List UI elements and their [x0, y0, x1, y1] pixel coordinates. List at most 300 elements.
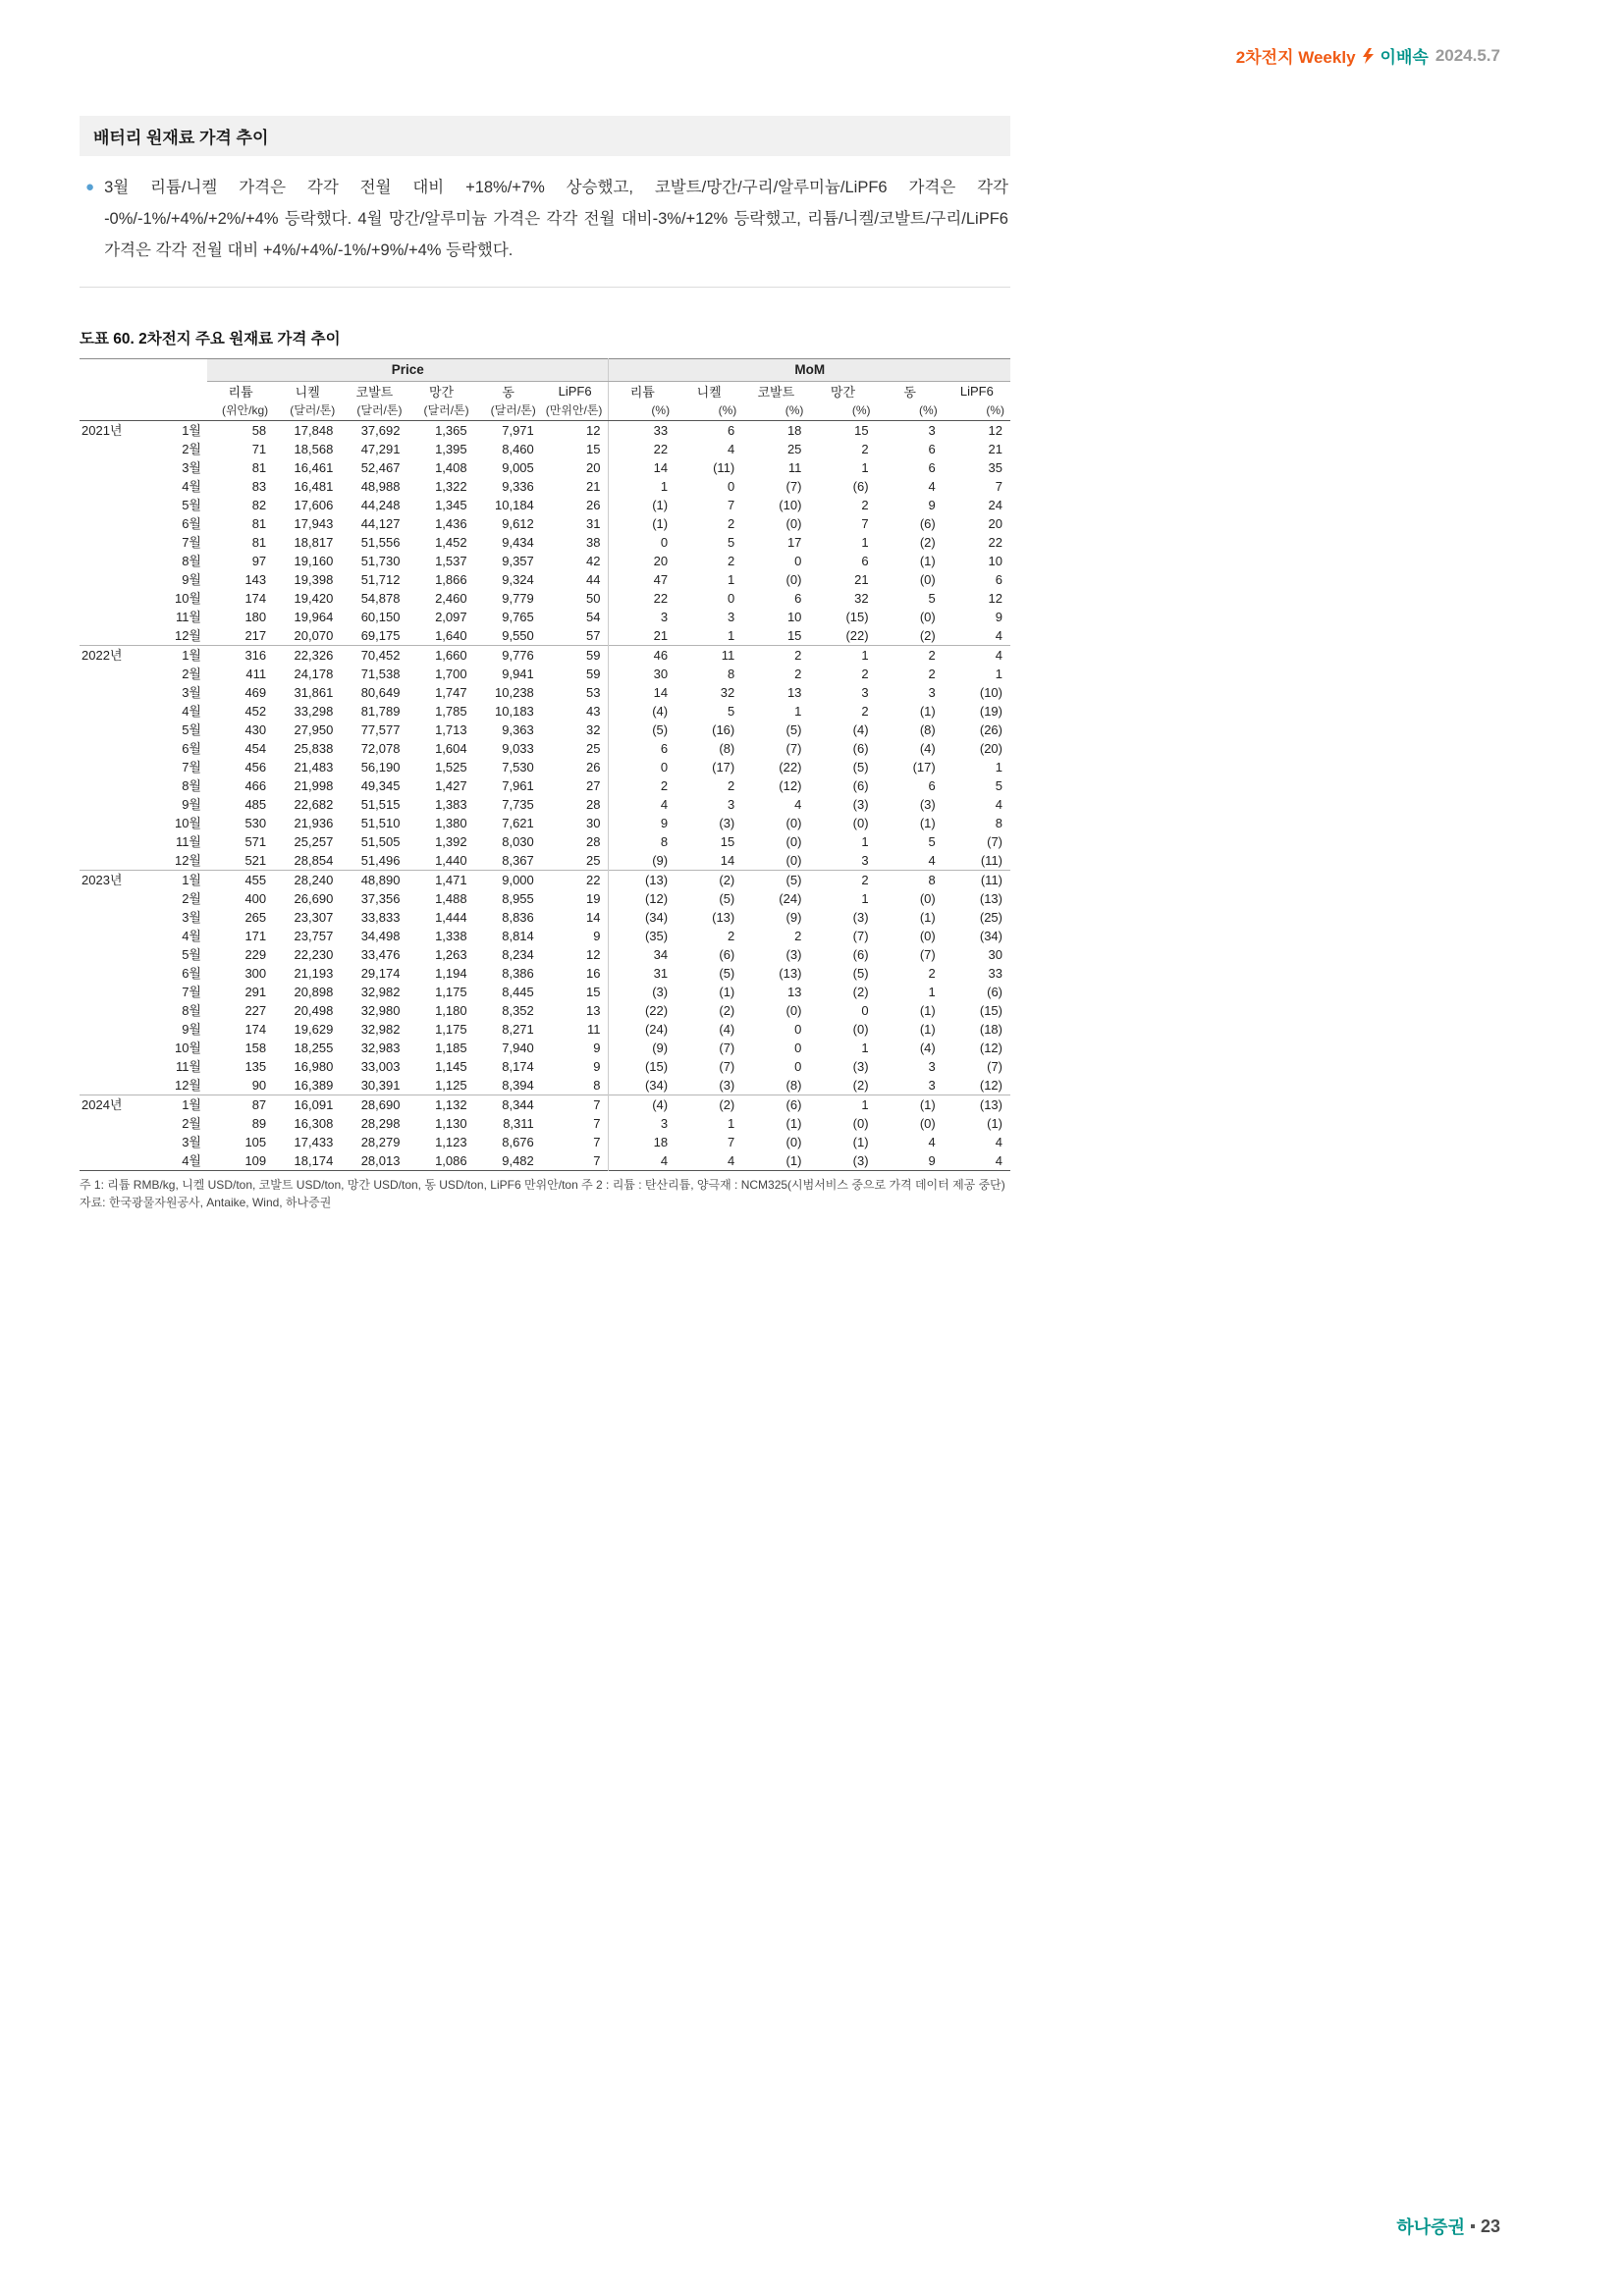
year-label	[80, 721, 150, 739]
value-cell: (0)	[785, 833, 802, 849]
value-cell: (13)	[779, 965, 802, 981]
value-cell: 31	[609, 964, 676, 983]
value-cell: (8)	[719, 740, 735, 756]
value-cell: 17,606	[294, 497, 334, 512]
table-row	[80, 702, 1010, 721]
value-cell: 174	[244, 1021, 267, 1037]
month-label: 7월	[182, 759, 201, 774]
value-cell: 4	[728, 441, 735, 456]
value-cell: 6	[928, 459, 936, 475]
value-cell: (0)	[852, 1115, 869, 1131]
value-cell: (20)	[979, 740, 1002, 756]
value-cell: (1)	[919, 1021, 936, 1037]
value-cell: 7,971	[502, 422, 534, 438]
value-cell: (7)	[785, 740, 802, 756]
year-label	[80, 1133, 150, 1151]
value-cell: 9	[995, 609, 1002, 624]
month-label: 1월	[182, 422, 201, 438]
value-cell: 1,380	[435, 815, 467, 830]
value-cell: 33,298	[294, 703, 334, 719]
year-label	[80, 683, 150, 702]
value-cell: 26	[585, 497, 601, 512]
value-cell: 23,757	[294, 928, 334, 943]
value-cell: 2	[794, 928, 802, 943]
value-cell: 33	[609, 420, 676, 440]
value-cell: (34)	[979, 928, 1002, 943]
value-cell: 11	[676, 645, 742, 665]
value-cell: (4)	[919, 740, 936, 756]
value-cell: 469	[244, 684, 267, 700]
value-cell: 20,898	[294, 984, 334, 999]
column-header: 코발트	[355, 384, 394, 400]
year-label	[80, 908, 150, 927]
value-cell: (3)	[852, 1152, 869, 1168]
value-cell: (1)	[719, 984, 735, 999]
value-cell: 14	[609, 458, 676, 477]
value-cell: 1,713	[435, 721, 467, 737]
table-row	[80, 570, 1010, 589]
summary-block	[80, 172, 1010, 288]
value-cell: 12	[988, 422, 1002, 438]
value-cell: 1,383	[435, 796, 467, 812]
value-cell: 9	[609, 814, 676, 832]
value-cell: 1,471	[407, 870, 474, 889]
year-label	[80, 964, 150, 983]
value-cell: 7	[593, 1134, 601, 1149]
value-cell: 71	[251, 441, 267, 456]
value-cell: 400	[244, 890, 267, 906]
month-label: 9월	[182, 1021, 201, 1037]
value-cell: (0)	[852, 815, 869, 830]
value-cell: (15)	[609, 1057, 676, 1076]
year-label	[80, 983, 150, 1001]
value-cell: 6	[861, 553, 869, 568]
value-cell: 9,005	[502, 459, 534, 475]
value-cell: 9,336	[502, 478, 534, 494]
value-cell: 10,238	[495, 684, 534, 700]
value-cell: 1	[995, 666, 1002, 681]
value-cell: 3	[928, 1058, 936, 1074]
value-cell: (3)	[609, 983, 676, 1001]
table-row	[80, 589, 1010, 608]
value-cell: 19,398	[294, 571, 334, 587]
value-cell: 13	[786, 684, 802, 700]
value-cell: 32,980	[360, 1002, 401, 1018]
value-cell: (7)	[919, 946, 936, 962]
value-cell: 1	[861, 459, 869, 475]
value-cell: (0)	[919, 609, 936, 624]
value-cell: 7	[728, 497, 735, 512]
value-cell: (12)	[979, 1040, 1002, 1055]
value-cell: (3)	[852, 909, 869, 925]
value-cell: (6)	[852, 478, 869, 494]
value-cell: 1,180	[435, 1002, 467, 1018]
table-row	[80, 626, 1010, 646]
month-label: 8월	[182, 553, 201, 568]
value-cell: 15	[854, 422, 869, 438]
value-cell: 4	[928, 852, 936, 868]
table-row	[80, 1039, 1010, 1057]
value-cell: 1,488	[435, 890, 467, 906]
value-cell: 20,498	[294, 1002, 334, 1018]
value-cell: 4	[609, 1151, 676, 1171]
value-cell: 2	[809, 870, 876, 889]
month-label: 6월	[182, 965, 201, 981]
value-cell: (22)	[779, 759, 802, 774]
value-cell: 25	[585, 740, 601, 756]
year-label	[80, 496, 150, 514]
value-cell: 0	[728, 478, 735, 494]
value-cell: 1,747	[435, 684, 467, 700]
value-cell: (18)	[979, 1021, 1002, 1037]
value-cell: (7)	[852, 928, 869, 943]
value-cell: (5)	[719, 965, 735, 981]
value-cell: 1	[809, 1095, 876, 1114]
value-cell: 14	[609, 683, 676, 702]
value-cell: (1)	[785, 1115, 802, 1131]
value-cell: 46	[609, 645, 676, 665]
value-cell: 34,498	[360, 928, 401, 943]
unit-header: (만위안/톤)	[542, 400, 609, 420]
value-cell: 229	[244, 946, 267, 962]
value-cell: 28,240	[274, 870, 341, 889]
value-cell: 19,420	[294, 590, 334, 606]
value-cell: 9,434	[502, 534, 534, 550]
value-cell: 4	[995, 796, 1002, 812]
table-row	[80, 477, 1010, 496]
table-row	[80, 721, 1010, 739]
value-cell: 1,408	[435, 459, 467, 475]
value-cell: 47	[609, 570, 676, 589]
table-row	[80, 496, 1010, 514]
year-label	[80, 570, 150, 589]
value-cell: (0)	[919, 928, 936, 943]
value-cell: 8	[728, 666, 735, 681]
value-cell: 43	[585, 703, 601, 719]
value-cell: 1,785	[435, 703, 467, 719]
value-cell: 265	[244, 909, 267, 925]
value-cell: 454	[244, 740, 267, 756]
month-label: 3월	[182, 684, 201, 700]
value-cell: 15	[585, 984, 601, 999]
value-cell: 57	[585, 627, 601, 643]
month-label: 2월	[182, 441, 201, 456]
value-cell: 1,345	[435, 497, 467, 512]
value-cell: 1,436	[435, 515, 467, 531]
value-cell: 21	[854, 571, 869, 587]
value-cell: 105	[244, 1134, 267, 1149]
report-date: 2024.5.7	[1435, 45, 1500, 65]
value-cell: 10	[786, 609, 802, 624]
month-label: 10월	[174, 1040, 201, 1055]
value-cell: (2)	[719, 1002, 735, 1018]
value-cell: (24)	[609, 1020, 676, 1039]
value-cell: (19)	[979, 703, 1002, 719]
year-label	[80, 552, 150, 570]
year-label	[80, 945, 150, 964]
value-cell: 3	[728, 796, 735, 812]
year-label	[80, 1001, 150, 1020]
value-cell: (9)	[609, 851, 676, 871]
value-cell: (17)	[712, 759, 735, 774]
month-label: 5월	[182, 497, 201, 512]
value-cell: 300	[244, 965, 267, 981]
value-cell: 5	[728, 534, 735, 550]
value-cell: 8,386	[502, 965, 534, 981]
value-cell: 18	[786, 422, 802, 438]
value-cell: 3	[861, 684, 869, 700]
value-cell: 4	[995, 627, 1002, 643]
value-cell: 9	[593, 1058, 601, 1074]
value-cell: 1	[794, 703, 802, 719]
value-cell: 8,394	[502, 1077, 534, 1093]
year-label: 2024년	[80, 1095, 150, 1114]
month-label: 4월	[182, 703, 201, 719]
value-cell: 4	[609, 795, 676, 814]
unit-header: (%)	[609, 400, 676, 420]
value-cell: 10	[988, 553, 1002, 568]
value-cell: 69,175	[360, 627, 401, 643]
value-cell: 59	[585, 666, 601, 681]
value-cell: 174	[244, 590, 267, 606]
month-label: 1월	[150, 1095, 207, 1114]
value-cell: (3)	[852, 1058, 869, 1074]
table-column-names-row	[80, 381, 1010, 400]
year-label	[80, 1020, 150, 1039]
footer-separator-dot	[1471, 2224, 1475, 2228]
value-cell: 3	[609, 1114, 676, 1133]
value-cell: 32	[585, 721, 601, 737]
value-cell: 20	[585, 459, 601, 475]
value-cell: 1,395	[435, 441, 467, 456]
value-cell: 2	[928, 666, 936, 681]
table-row	[80, 1057, 1010, 1076]
value-cell: 50	[585, 590, 601, 606]
table-row	[80, 1001, 1010, 1020]
table-row	[80, 758, 1010, 776]
value-cell: 8,174	[502, 1058, 534, 1074]
value-cell: 1,175	[435, 1021, 467, 1037]
column-header: 망간	[830, 384, 856, 400]
value-cell: 20	[609, 552, 676, 570]
unit-header: (달러/톤)	[407, 400, 474, 420]
value-cell: 1	[861, 890, 869, 906]
table-row	[80, 832, 1010, 851]
year-label	[80, 477, 150, 496]
value-cell: 2	[861, 497, 869, 512]
column-header: 코발트	[757, 384, 795, 400]
value-cell: 44	[585, 571, 601, 587]
value-cell: 1,132	[407, 1095, 474, 1114]
year-label: 2023년	[80, 870, 150, 889]
value-cell: 70,452	[341, 645, 407, 665]
year-label	[80, 589, 150, 608]
value-cell: (0)	[785, 1134, 802, 1149]
month-label: 5월	[182, 721, 201, 737]
value-cell: 30,391	[360, 1077, 401, 1093]
value-cell: 7	[593, 1115, 601, 1131]
value-cell: 485	[244, 796, 267, 812]
content-column	[80, 116, 1010, 1212]
value-cell: (1)	[919, 553, 936, 568]
value-cell: 53	[585, 684, 601, 700]
value-cell: 28,279	[360, 1134, 401, 1149]
value-cell: (2)	[676, 1095, 742, 1114]
value-cell: 81	[251, 534, 267, 550]
value-cell: (11)	[713, 459, 735, 475]
unit-header-blank	[80, 400, 207, 420]
value-cell: 2	[609, 776, 676, 795]
value-cell: 16,980	[294, 1058, 334, 1074]
month-label: 12월	[174, 627, 201, 643]
value-cell: 4	[728, 1152, 735, 1168]
value-cell: 4	[995, 1152, 1002, 1168]
value-cell: 1	[928, 984, 936, 999]
value-cell: (1)	[852, 1134, 869, 1149]
value-cell: 28	[585, 833, 601, 849]
year-label	[80, 702, 150, 721]
value-cell: 1,866	[435, 571, 467, 587]
year-label	[80, 851, 150, 871]
value-cell: 59	[542, 645, 609, 665]
value-cell: 16,091	[274, 1095, 341, 1114]
value-cell: 33	[988, 965, 1002, 981]
value-cell: (2)	[676, 870, 742, 889]
value-cell: (6)	[742, 1095, 809, 1114]
table-row	[80, 908, 1010, 927]
table-group-header-row	[80, 358, 1010, 381]
table-row	[80, 795, 1010, 814]
value-cell: 54	[585, 609, 601, 624]
value-cell: (11)	[980, 852, 1002, 868]
value-cell: 33,003	[360, 1058, 401, 1074]
value-cell: 9,941	[502, 666, 534, 681]
value-cell: 1,537	[435, 553, 467, 568]
value-cell: 22	[988, 534, 1002, 550]
value-cell: 1	[609, 477, 676, 496]
value-cell: 5	[728, 703, 735, 719]
value-cell: 17,848	[294, 422, 334, 438]
table-row	[80, 440, 1010, 458]
value-cell: 27	[585, 777, 601, 793]
year-label	[80, 814, 150, 832]
value-cell: 38	[585, 534, 601, 550]
year-label	[80, 1039, 150, 1057]
value-cell: 3	[928, 422, 936, 438]
column-header: 리튬	[609, 381, 676, 400]
value-cell: 1,263	[435, 946, 467, 962]
value-cell: 7,940	[502, 1040, 534, 1055]
value-cell: 430	[244, 721, 267, 737]
value-cell: (26)	[979, 721, 1002, 737]
value-cell: 1,365	[435, 422, 467, 438]
value-cell: 1	[861, 1040, 869, 1055]
value-cell: 7,621	[502, 815, 534, 830]
value-cell: 15	[585, 441, 601, 456]
value-cell: (15)	[845, 609, 869, 624]
value-cell: 7,530	[502, 759, 534, 774]
value-cell: 30	[585, 815, 601, 830]
table-row	[80, 889, 1010, 908]
unit-header: (%)	[742, 400, 809, 420]
value-cell: 8	[609, 832, 676, 851]
column-header: 니켈	[295, 384, 320, 400]
value-cell: (1)	[919, 1002, 936, 1018]
month-label: 8월	[182, 1002, 201, 1018]
month-label: 6월	[182, 740, 201, 756]
value-cell: 1,145	[435, 1058, 467, 1074]
value-cell: 7,961	[502, 777, 534, 793]
value-cell: 54,878	[360, 590, 401, 606]
value-cell: 1	[861, 534, 869, 550]
value-cell: 3	[928, 1077, 936, 1093]
value-cell: 28,690	[341, 1095, 407, 1114]
value-cell: 530	[244, 815, 267, 830]
value-cell: 12	[585, 422, 601, 438]
year-label	[80, 1114, 150, 1133]
year-label	[80, 626, 150, 646]
value-cell: 83	[251, 478, 267, 494]
value-cell: 4	[794, 796, 802, 812]
value-cell: 9,482	[502, 1152, 534, 1168]
value-cell: (12)	[979, 1077, 1002, 1093]
table-title: 도표 60. 2차전지 주요 원재료 가격 추이	[80, 330, 341, 347]
value-cell: (22)	[609, 1001, 676, 1020]
value-cell: 2	[728, 777, 735, 793]
value-cell: 1,125	[435, 1077, 467, 1093]
value-cell: 1,427	[435, 777, 467, 793]
column-header-blank	[80, 381, 207, 400]
value-cell: 26,690	[294, 890, 334, 906]
value-cell: (0)	[785, 815, 802, 830]
value-cell: 0	[609, 758, 676, 776]
value-cell: (1)	[987, 1115, 1002, 1131]
value-cell: 6	[609, 739, 676, 758]
month-label: 12월	[174, 852, 201, 868]
value-cell: 51,712	[360, 571, 401, 587]
value-cell: 2	[728, 553, 735, 568]
value-cell: 411	[245, 666, 267, 681]
value-cell: 37,356	[360, 890, 401, 906]
value-cell: 51,505	[360, 833, 401, 849]
value-cell: 217	[244, 627, 267, 643]
value-cell: 33,476	[360, 946, 401, 962]
value-cell: 21,936	[294, 815, 334, 830]
value-cell: (0)	[919, 890, 936, 906]
year-label	[80, 665, 150, 683]
value-cell: 0	[861, 1002, 869, 1018]
value-cell: 18,817	[294, 534, 334, 550]
value-cell: (7)	[987, 833, 1002, 849]
value-cell: 33,833	[360, 909, 401, 925]
value-cell: 1	[995, 759, 1002, 774]
table-row	[80, 683, 1010, 702]
value-cell: (1)	[785, 1152, 802, 1168]
year-label	[80, 440, 150, 458]
year-label	[80, 514, 150, 533]
value-cell: (7)	[719, 1040, 735, 1055]
value-cell: 171	[244, 928, 267, 943]
value-cell: 48,988	[360, 478, 401, 494]
value-cell: (12)	[609, 889, 676, 908]
value-cell: (24)	[779, 890, 802, 906]
lightning-icon	[1363, 48, 1374, 64]
table-row	[80, 870, 1010, 889]
value-cell: 8,676	[502, 1134, 534, 1149]
value-cell: 6	[728, 422, 735, 438]
value-cell: 1,392	[435, 833, 467, 849]
value-cell: 19,160	[294, 553, 334, 568]
